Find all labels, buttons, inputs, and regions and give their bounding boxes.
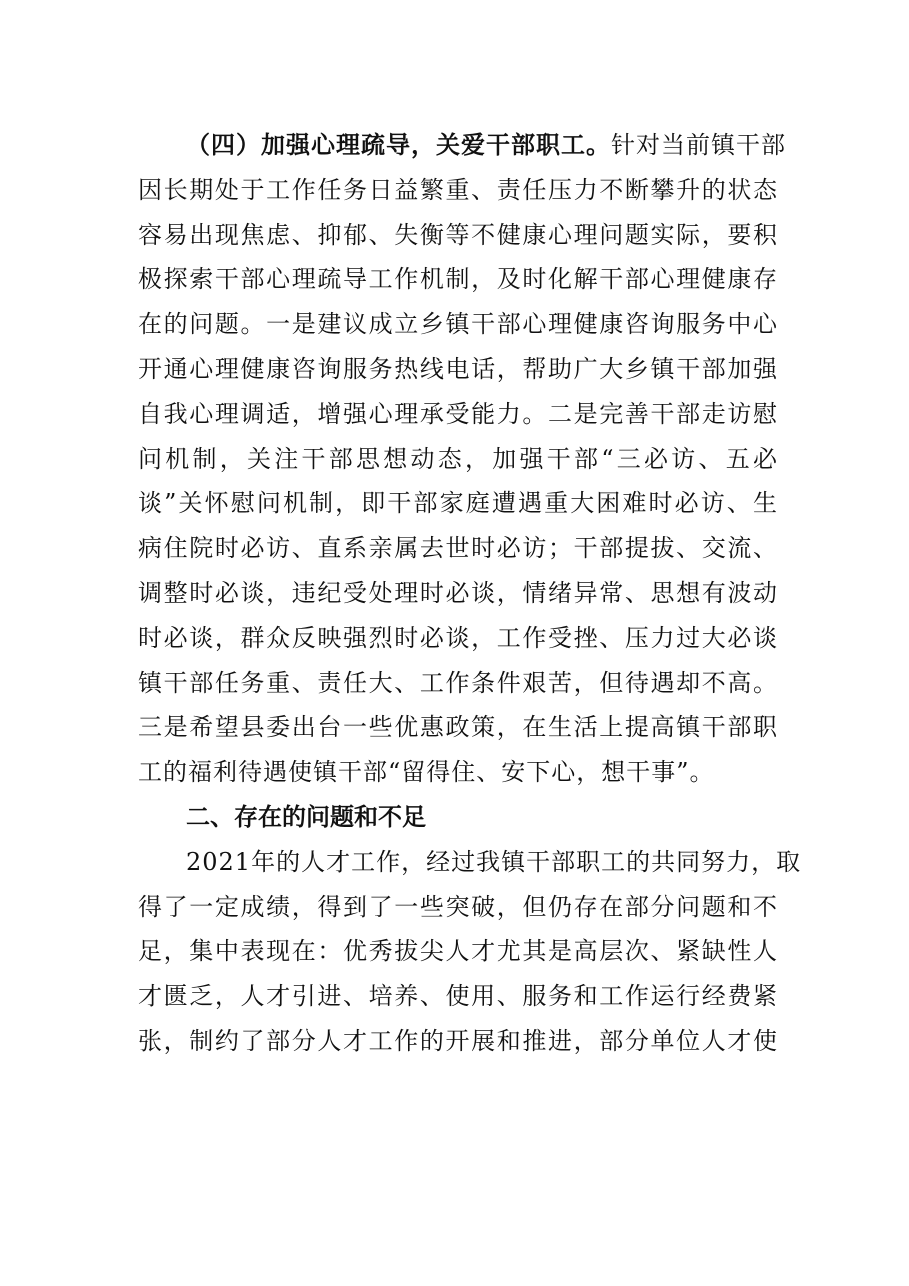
paragraph-last-line: 工的福利待遇使镇干部“留得住、安下心，想干事”。 [138,758,715,787]
paragraph-line: 病住院时必访、直系亲属去世时必访；干部提拔、交流、 [138,534,778,563]
paragraph-line: 因长期处于工作任务日益繁重、责任压力不断攀升的状态 [138,175,778,204]
section4-first-line [138,123,786,168]
paragraph-line: 才匮乏，人才引进、培养、使用、服务和工作运行经费紧 [138,982,778,1011]
paragraph-line: 容易出现焦虑、抑郁、失衡等不健康心理问题实际，要积 [138,220,778,249]
paragraph-line: 自我心理调适，增强心理承受能力。二是完善干部走访慰 [138,399,778,428]
paragraph-line: 谈”关怀慰问机制，即干部家庭遭遇重大困难时必访、生 [138,489,778,518]
paragraph-line: 调整时必谈，违纪受处理时必谈，情绪异常、思想有波动 [138,578,778,607]
part2-heading: 二、存在的问题和不足 [186,802,426,831]
section4-heading: （四）加强心理疏导，关爱干部职工。 [186,131,611,159]
paragraph-line: 三是希望县委出台一些优惠政策，在生活上提高镇干部职 [138,713,778,742]
paragraph-line: 时必谈，群众反映强烈时必谈，工作受挫、压力过大必谈 [138,623,778,652]
document-body [138,123,802,1064]
paragraph-line: 在的问题。一是建议成立乡镇干部心理健康咨询服务中心 [138,310,778,339]
paragraph-line: 得了一定成绩，得到了一些突破，但仍存在部分问题和不 [138,892,778,921]
section4-first-line-rest: 针对当前镇干部 [611,131,786,159]
part2-first-line: 2021年的人才工作，经过我镇干部职工的共同努力，取 [186,847,802,876]
paragraph-line: 张，制约了部分人才工作的开展和推进，部分单位人才使 [138,1026,778,1055]
paragraph-line: 足，集中表现在：优秀拔尖人才尤其是高层次、紧缺性人 [138,937,778,966]
paragraph-line: 问机制，关注干部思想动态，加强干部“三必访、五必 [138,444,778,473]
paragraph-line: 开通心理健康咨询服务热线电话，帮助广大乡镇干部加强 [138,354,778,383]
paragraph-line: 镇干部任务重、责任大、工作条件艰苦，但待遇却不高。 [138,668,778,697]
paragraph-line: 极探索干部心理疏导工作机制，及时化解干部心理健康存 [138,265,778,294]
